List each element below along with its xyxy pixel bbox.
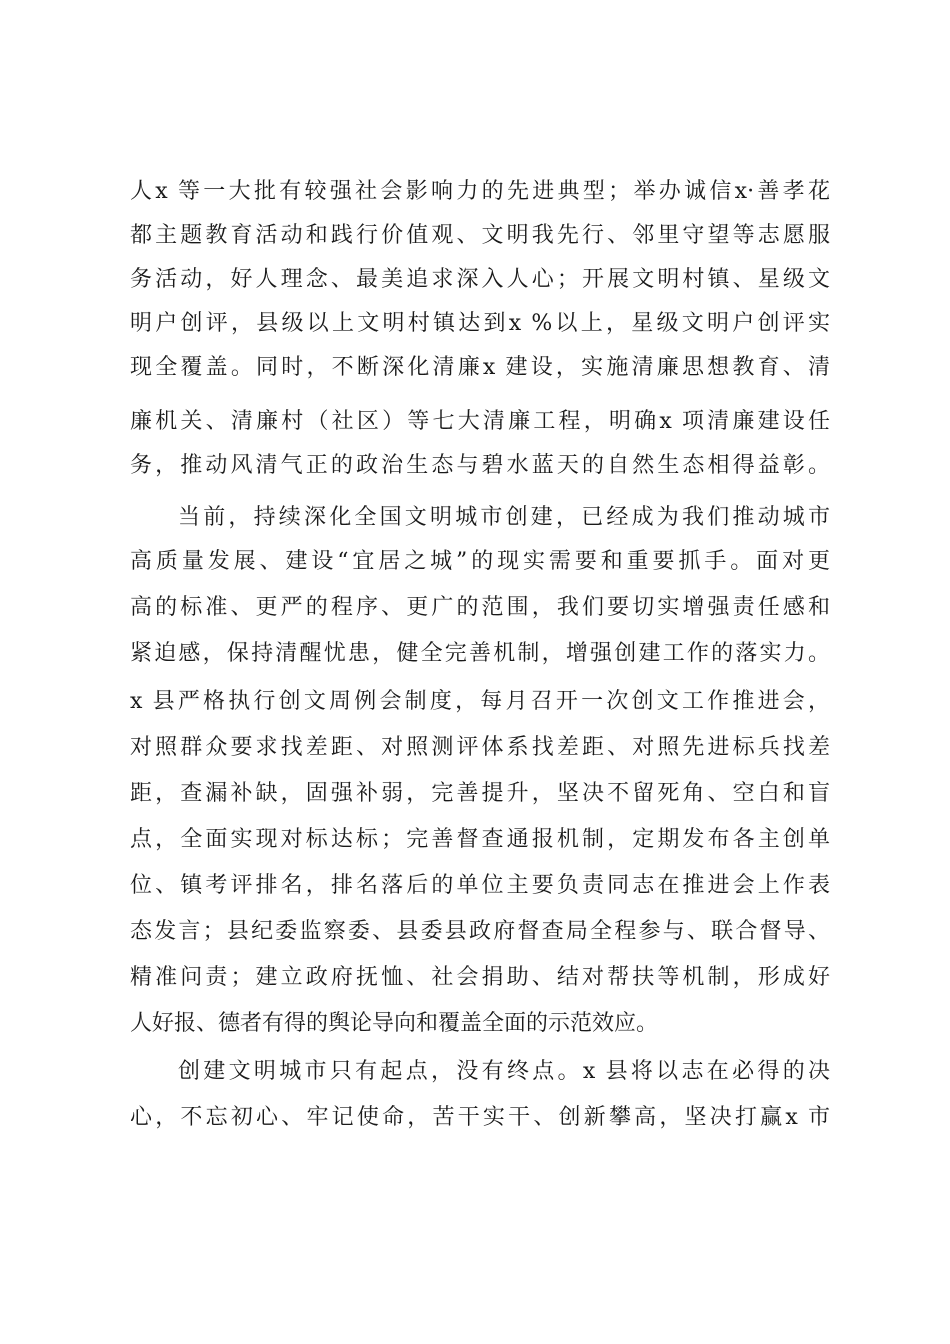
paragraph-line: 当前，持续深化全国文明城市创建，已经成为我们推动城市 — [178, 505, 830, 530]
paragraph-line: 位、镇考评排名，排名落后的单位主要负责同志在推进会上作表 — [130, 873, 830, 898]
paragraph-line: 高的标准、更严的程序、更广的范围，我们要切实增强责任感和 — [130, 595, 830, 620]
paragraph-line: 务活动，好人理念、最美追求深入人心；开展文明村镇、星级文 — [130, 267, 830, 292]
paragraph-line: 距，查漏补缺，固强补弱，完善提升，坚决不留死角、空白和盲 — [130, 781, 830, 806]
paragraph-line: 紧迫感，保持清醒忧患，健全完善机制，增强创建工作的落实力。 — [130, 641, 830, 666]
paragraph-line: 廉机关、清廉村（社区）等七大清廉工程，明确x 项清廉建设任 — [130, 409, 830, 434]
paragraph-line: 心，不忘初心、牢记使命，苦干实干、创新攀高，坚决打赢x 市 — [130, 1105, 830, 1130]
paragraph-line: 精准问责；建立政府抚恤、社会捐助、结对帮扶等机制，形成好 — [130, 965, 830, 990]
paragraph-line: 人x 等一大批有较强社会影响力的先进典型；举办诚信x·善孝花 — [130, 179, 830, 204]
paragraph-line: 创建文明城市只有起点，没有终点。x 县将以志在必得的决 — [178, 1059, 830, 1084]
paragraph-line: 明户创评，县级以上文明村镇达到x %以上，星级文明户创评实 — [130, 311, 830, 336]
paragraph-line: 都主题教育活动和践行价值观、文明我先行、邻里守望等志愿服 — [130, 223, 830, 248]
paragraph-line: 对照群众要求找差距、对照测评体系找差距、对照先进标兵找差 — [130, 735, 830, 760]
paragraph-line: 人好报、德者有得的舆论导向和覆盖全面的示范效应。 — [130, 1011, 659, 1036]
paragraph-line: x 县严格执行创文周例会制度，每月召开一次创文工作推进会， — [130, 689, 830, 714]
paragraph-line: 点，全面实现对标达标；完善督查通报机制，定期发布各主创单 — [130, 827, 830, 852]
paragraph-line: 现全覆盖。同时，不断深化清廉x 建设，实施清廉思想教育、清 — [130, 355, 830, 380]
paragraph-line: 态发言；县纪委监察委、县委县政府督查局全程参与、联合督导、 — [130, 919, 830, 944]
paragraph-line: 务，推动风清气正的政治生态与碧水蓝天的自然生态相得益彰。 — [130, 453, 830, 478]
paragraph-line: 高质量发展、建设“宜居之城”的现实需要和重要抓手。面对更 — [130, 549, 830, 574]
